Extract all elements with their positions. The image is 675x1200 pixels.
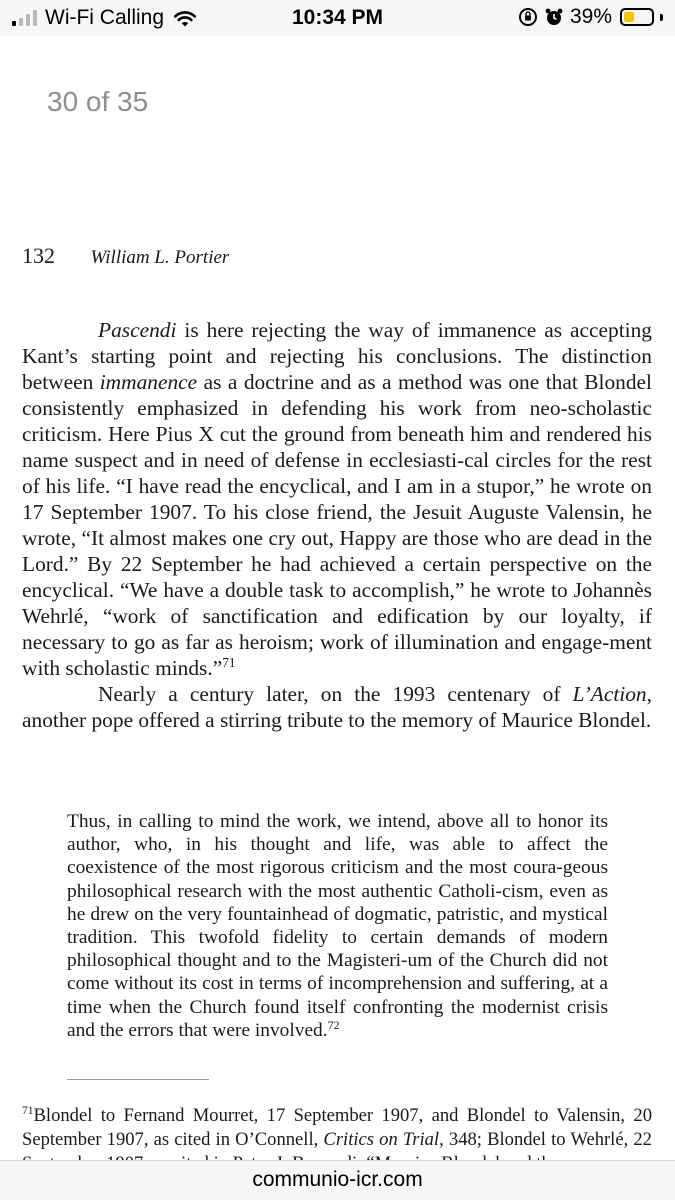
running-head [22,243,229,269]
block-quote [67,810,608,1042]
url-bar[interactable] [0,1160,675,1200]
footnote-ref-71[interactable]: 71 [222,655,236,671]
footnote-text-a: Blondel to Fernand Mourret, 17 September 1907, and Blondel to Valensin, 20 September 1907, as cited in O’Connell, [22,1105,652,1150]
clock: 10:34 PM [291,6,384,29]
paragraph-1 [22,317,652,681]
paragraph-2 [22,681,652,733]
document-page[interactable] [0,36,675,1160]
paragraph-2-text-b: , another pope offered a stirring tribute to the memory of Maurice Blondel. [22,682,652,732]
footnote-number: 71 [22,1105,34,1118]
footnote-divider [67,1079,209,1080]
footnote-ref-72[interactable]: 72 [327,1017,340,1032]
block-quote-text: Thus, in calling to mind the work, we intend, above all to honor its author, who, in his thought and life, was able to affect the coexistence of the most rigorous criticism and the most coura-geous philosophical research with the most authentic Catholi-cism, even as he drew on the very fountainhead of dogmatic, patristic, and mystical tradition. This twofold fidelity to certain demands of modern philosophical thought and to the Magisteri-um of the Church did not come without its cost in terms of incomprehension and suffering, at a time when the Church found itself confronting the modernist crisis and the errors that were involved. [67,811,608,1041]
url-text[interactable]: communio-icr.com [252,1168,423,1191]
pascendi-title: Pascendi [98,318,177,342]
laction-title: L’Action [572,682,647,706]
alarm-icon [544,7,564,27]
page-number: 132 [22,243,55,268]
paragraph-1-text-a: is here rejecting the way of immanence as accepting Kant’s starting point and rejecting his conclusions. The distinction between [22,318,652,394]
status-right [518,5,663,29]
critics-on-trial-title: Critics on Trial [323,1129,440,1150]
battery-level [624,12,634,22]
running-head-author: William L. Portier [90,247,230,268]
body-text [22,317,652,733]
paragraph-1-text-b: as a doctrine and as a method was one that Blondel consistently emphasized in defending his work from neo-scholastic criticism. Here Pius X cut the ground from beneath him and rendered his name suspect and in need of defense in ecclesiasti-cal circles for the rest of his life. “I have read the encyclical, and I am in a stupor,” he wrote on 17 September 1907. To his close friend, the Jesuit Auguste Valensin, he wrote, “It almost makes one cry out, Happy are those who are dead in the Lord.” By 22 September he had achieved a certain perspective on the encyclical. “We have a double task to accomplish,” he wrote to Johannès Wehrlé, “work of sanctification and edification by our loyalty, if necessary to go as far as heroism; work of illumination and engage-ment with scholastic minds.” [22,370,652,680]
immanence-term: immanence [99,370,198,394]
carrier-label: Wi-Fi Calling [45,6,165,29]
battery-icon [620,8,654,26]
paragraph-2-text-a: Nearly a century later, on the 1993 centenary of [98,682,573,706]
orientation-lock-icon [518,7,538,27]
page-counter: 30 of 35 [47,86,149,117]
battery-percent: 39% [569,5,612,28]
status-bar [0,0,675,36]
battery-tip [660,14,663,21]
footnote-text-b: , 348; Blondel to Wehrlé, 22 [439,1129,652,1150]
